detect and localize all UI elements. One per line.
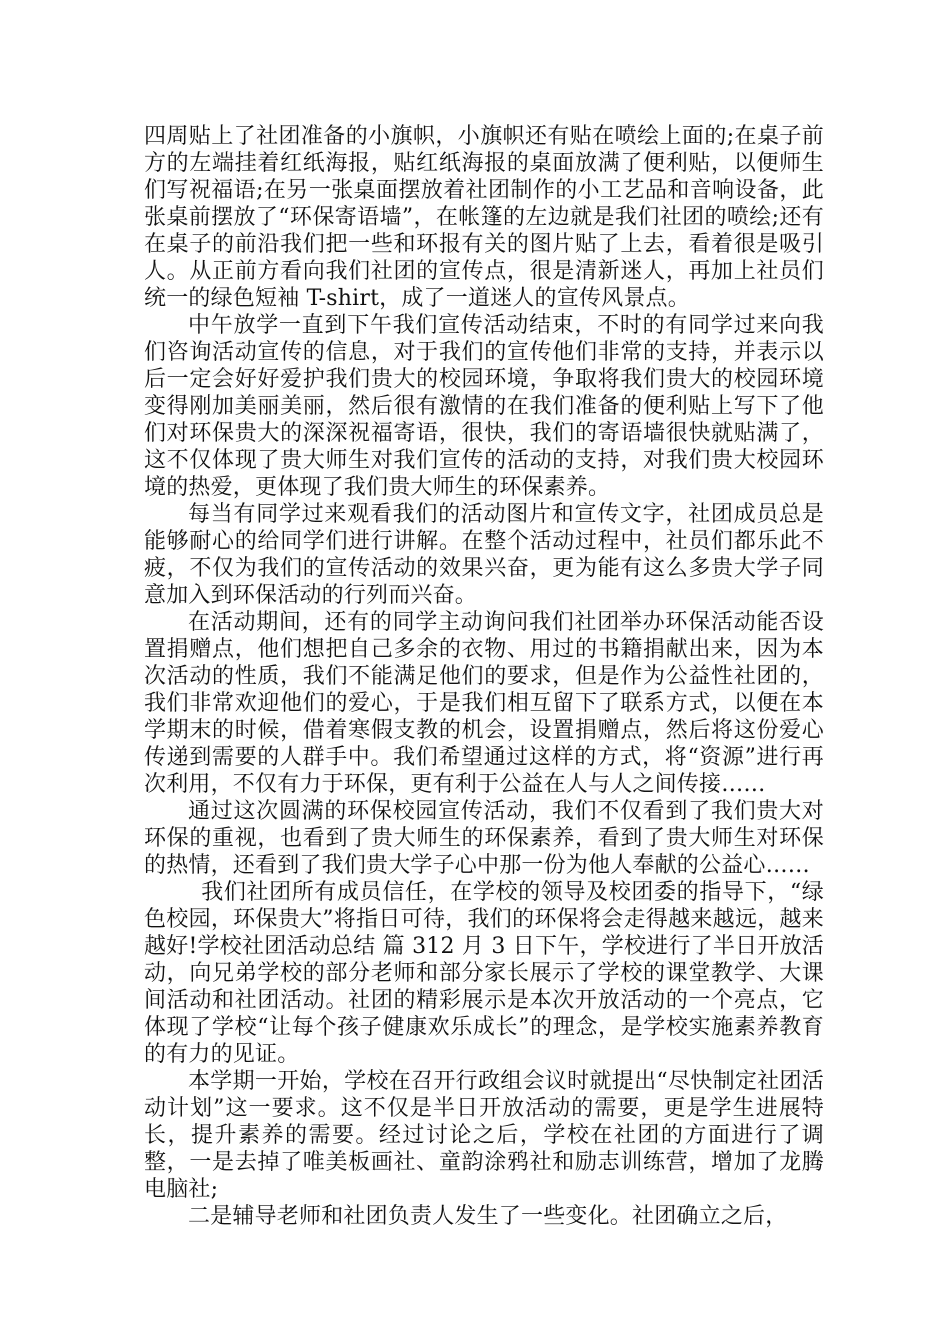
- paragraph-donation-point: 在活动期间，还有的同学主动询问我们社团举办环保活动能否设置捐赠点，他们想把自己多余的衣物、用过的书籍捐献出来，因为本次活动的性质，我们不能满足他们的要求，但是作为公益性社团的，我们非常欢迎他们的爱心，于是我们相互留下了联系方式，以便在本学期末的时候，借着寒假支教的机会，设置捐赠点，然后将这份爱心传递到需要的人群手中。我们希望通过这样的方式，将“资源”进行再次利用，不仅有力于环保，更有利于公益在人与人之间传接……: [144, 610, 824, 797]
- paragraph-member-explanation: 每当有同学过来观看我们的活动图片和宣传文字，社团成员总是能够耐心的给同学们进行讲解。在整个活动过程中，社员们都乐此不疲，不仅为我们的宣传活动的效果兴奋，更为能有这么多贵大学子同意加入到环保活动的行列而兴奋。: [144, 502, 824, 608]
- paragraph-summary-and-new-report: 我们社团所有成员信任，在学校的领导及校团委的指导下，“绿色校园，环保贵大”将指日可待，我们的环保将会走得越来越远，越来越好!学校社团活动总结 篇 312 月 3 日下午，学校进行了半日开放活动，向兄弟学校的部分老师和部分家长展示了学校的课堂教学、大课间活动和社团活动。社团的精彩展示是本次开放活动的一个亮点，它体现了学校“让每个孩子健康欢乐成长”的理念，是学校实施素养教育的有力的见证。: [144, 880, 824, 1067]
- paragraph-student-visits: 中午放学一直到下午我们宣传活动结束，不时的有同学过来向我们咨询活动宣传的信息，对于我们的宣传他们非常的支持，并表示以后一定会好好爱护我们贵大的校园环境，争取将我们贵大的校园环境变得刚加美丽美丽，然后很有激情的在我们准备的便利贴上写下了他们对环保贵大的深深祝福寄语，很快，我们的寄语墙很快就贴满了，这不仅体现了贵大师生对我们宣传的活动的支持，对我们贵大校园环境的热爱，更体现了我们贵大师生的环保素养。: [144, 313, 824, 500]
- paragraph-teacher-changes: 二是辅导老师和社团负责人发生了一些变化。社团确立之后，: [188, 1204, 788, 1229]
- paragraph-decoration-description: 四周贴上了社团准备的小旗帜，小旗帜还有贴在喷绘上面的;在桌子前方的左端挂着红纸海报，贴红纸海报的桌面放满了便利贴，以便师生们写祝福语;在另一张桌面摆放着社团制作的小工艺品和音响设备，此张桌前摆放了“环保寄语墙”，在帐篷的左边就是我们社团的喷绘;还有在桌子的前沿我们把一些和环报有关的图片贴了上去，看着很是吸引人。从正前方看向我们社团的宣传点，很是清新迷人，再加上社员们统一的绿色短袖 T-shirt，成了一道迷人的宣传风景点。: [144, 124, 824, 311]
- paragraph-semester-plan: 本学期一开始，学校在召开行政组会议时就提出“尽快制定社团活动计划”这一要求。这不仅是半日开放活动的需要，更是学生进展特长，提升素养的需要。经过讨论之后，学校在社团的方面进行了调整，一是去掉了唯美板画社、童韵涂鸦社和励志训练营，增加了龙腾电脑社;: [144, 1069, 824, 1202]
- paragraph-activity-reflection: 通过这次圆满的环保校园宣传活动，我们不仅看到了我们贵大对环保的重视，也看到了贵大师生的环保素养，看到了贵大师生对环保的热情，还看到了我们贵大学子心中那一份为他人奉献的公益心……: [144, 799, 824, 878]
- document-body: [144, 123, 824, 1230]
